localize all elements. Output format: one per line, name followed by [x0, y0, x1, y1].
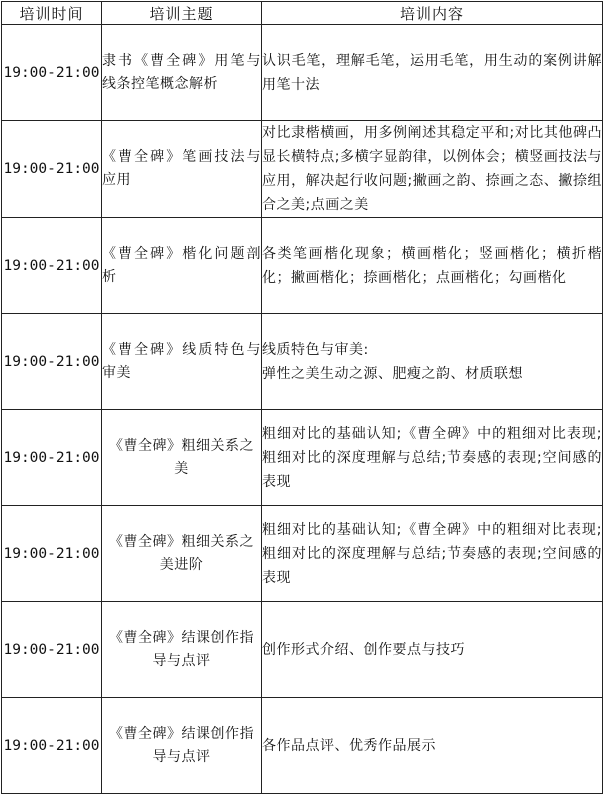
session-topic: 《曹全碑》粗细关系之美进阶 [102, 506, 262, 602]
session-topic: 《曹全碑》粗细关系之美 [102, 410, 262, 506]
session-time: 19:00-21:00 [2, 121, 102, 218]
session-time: 19:00-21:00 [2, 410, 102, 506]
table-body [2, 25, 603, 794]
session-content: 各作品点评、优秀作品展示 [262, 698, 603, 794]
table-row [2, 218, 603, 314]
session-topic: 《曹全碑》线质特色与审美 [102, 314, 262, 410]
table-row [2, 698, 603, 794]
session-content: 对比隶楷横画，用多例阐述其稳定平和;对比其他碑凸显长横特点;多横字显韵律，以例体会；横竖画技法与应用，解决起行收问题;撇画之韵、捺画之态、撇捺组合之美;点画之美 [262, 121, 603, 218]
session-topic: 《曹全碑》笔画技法与应用 [102, 121, 262, 218]
session-content: 粗细对比的基础认知;《曹全碑》中的粗细对比表现;粗细对比的深度理解与总结;节奏感的表现;空间感的表现 [262, 506, 603, 602]
table-row [2, 410, 603, 506]
session-time: 19:00-21:00 [2, 218, 102, 314]
session-content: 认识毛笔，理解毛笔，运用毛笔，用生动的案例讲解用笔十法 [262, 25, 603, 121]
table-row [2, 506, 603, 602]
session-time: 19:00-21:00 [2, 698, 102, 794]
table-row [2, 314, 603, 410]
table-row [2, 121, 603, 218]
session-topic: 《曹全碑》结课创作指导与点评 [102, 602, 262, 698]
session-time: 19:00-21:00 [2, 602, 102, 698]
header-time: 培训时间 [2, 2, 102, 25]
session-topic: 《曹全碑》结课创作指导与点评 [102, 698, 262, 794]
session-time: 19:00-21:00 [2, 25, 102, 121]
session-content: 创作形式介绍、创作要点与技巧 [262, 602, 603, 698]
session-content: 线质特色与审美: 弹性之美生动之源、肥瘦之韵、材质联想 [262, 314, 603, 410]
session-content: 各类笔画楷化现象；横画楷化；竖画楷化；横折楷化；撇画楷化；捺画楷化；点画楷化；勾画楷化 [262, 218, 603, 314]
session-topic: 隶书《曹全碑》用笔与线条控笔概念解析 [102, 25, 262, 121]
table-row [2, 25, 603, 121]
session-time: 19:00-21:00 [2, 314, 102, 410]
table-row [2, 602, 603, 698]
training-schedule-table [1, 1, 603, 794]
session-content: 粗细对比的基础认知;《曹全碑》中的粗细对比表现;粗细对比的深度理解与总结;节奏感的表现;空间感的表现 [262, 410, 603, 506]
header-topic: 培训主题 [102, 2, 262, 25]
session-time: 19:00-21:00 [2, 506, 102, 602]
table-header [2, 2, 603, 25]
session-topic: 《曹全碑》楷化问题剖析 [102, 218, 262, 314]
header-row [2, 2, 603, 25]
header-content: 培训内容 [262, 2, 603, 25]
